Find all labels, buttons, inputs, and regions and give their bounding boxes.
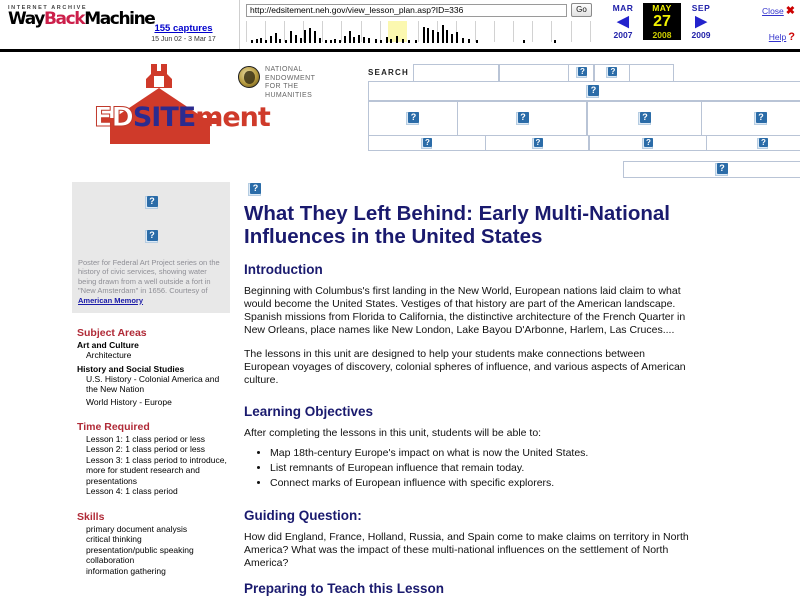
neh-line-4: HUMANITIES [265,92,315,101]
timeline-bar[interactable] [554,40,556,43]
wordmark-way: Way [8,9,44,29]
timeline-bar[interactable] [334,39,336,43]
broken-image-icon[interactable] [606,67,617,78]
nav-primary-4[interactable] [701,101,800,136]
timeline-bar[interactable] [396,36,398,43]
broken-image-icon[interactable] [638,112,651,125]
brand-ed: ED [94,102,133,133]
broken-image-icon[interactable] [586,85,599,98]
nav-row-utility [368,161,800,178]
url-input[interactable] [246,4,567,17]
timeline-bar[interactable] [290,31,292,43]
learning-objectives-heading: Learning Objectives [244,404,690,419]
timeline-bar[interactable] [275,33,277,43]
broken-image-icon[interactable] [145,230,158,243]
prev-month: MAR [604,3,642,13]
close-link[interactable]: Close [762,6,784,16]
search-label: SEARCH [368,68,414,77]
date-navigation [598,0,726,49]
timeline-bar[interactable] [339,40,341,43]
current-month: MAY [643,3,681,13]
timeline-bar[interactable] [402,39,404,43]
broken-image-icon[interactable] [642,138,653,149]
sidebar-section-time-required [72,421,232,497]
next-arrow-icon[interactable]: ▶ [682,13,720,30]
wordmark-back: Back [44,9,84,29]
timeline-bars [246,21,592,43]
list-item: Lesson 3: 1 class period to introduce, more for student research and presentations [86,455,232,487]
page-columns [0,178,800,604]
sidebar-section-skills [72,511,232,577]
captures-date-range: 15 Jun 02 - 3 Mar 17 [128,36,239,43]
captures-block [128,0,240,49]
introduction-paragraph-1: Beginning with Columbus's first landing in the New World, European nations laid claim to what would become the United States. Vestiges of that history are part of the American landscape. Spanish missions from Florida to California, the distinctive architecture of the French Quarter in New Orleans, place names like New London, Lake Bayou D'Arbonne, Harlem, Las Cruces.... [244,285,690,337]
timeline-bar[interactable] [462,38,464,43]
timeline-bar[interactable] [523,40,525,43]
broken-image-icon[interactable] [421,138,432,149]
timeline-bar[interactable] [390,39,392,43]
list-item: Lesson 2: 1 class period or less [86,444,232,455]
nav-cell-top-a[interactable] [594,64,630,82]
nav-primary-2[interactable] [457,101,587,136]
next-capture-nav[interactable] [682,3,720,40]
timeline-bar[interactable] [295,35,297,43]
neh-line-1: NATIONAL [265,66,315,75]
prev-arrow-icon[interactable]: ◀ [604,13,642,30]
introduction-paragraph-2: The lessons in this unit are designed to help your students make connections between European voyages of discovery, colonial spheres of influence, and various aspects of American culture. [244,348,690,387]
search-input-cell[interactable] [413,64,499,82]
list-item: • Connect marks of European influence with specific explorers. [270,476,690,491]
timeline-bar[interactable] [300,38,302,43]
timeline-bar[interactable] [260,38,262,43]
lesson-content [232,182,800,604]
section-heading: Subject Areas [77,327,232,339]
timeline-bar[interactable] [476,40,478,43]
list-item: Lesson 4: 1 class period [86,486,232,497]
sidebar-image-slot-2[interactable] [78,220,224,254]
sidebar-image-slot-1[interactable] [78,186,224,220]
section-heading: Skills [77,511,232,523]
brand-site: SITE [133,102,195,133]
list-item: collaboration [86,555,232,566]
neh-name [265,66,315,100]
nav-row-primary [368,101,800,136]
neh-line-3: FOR THE [265,83,315,92]
site-navigation-table [368,60,800,178]
subject-group-label: Art and Culture [77,340,232,350]
internet-archive-label: INTERNET ARCHIVE [8,5,128,11]
nav-primary-1[interactable] [368,101,458,136]
page-title: What They Left Behind: Early Multi-National Influences in the United States [244,202,690,248]
nav-banner-cell[interactable] [368,81,800,101]
timeline-bar[interactable] [256,39,258,43]
timeline-bar[interactable] [325,40,327,43]
broken-image-icon[interactable] [757,138,768,149]
nav-primary-3[interactable] [587,101,702,136]
neh-seal-icon [238,66,260,88]
nav-row-banner [368,82,800,102]
time-required-list [86,434,232,497]
archived-page [0,52,800,597]
search-button-cell[interactable] [568,64,594,82]
broken-image-icon[interactable] [532,138,543,149]
current-capture-date[interactable] [643,3,681,40]
next-year: 2009 [682,30,720,40]
content-top-image[interactable] [248,182,690,196]
current-year: 2008 [643,30,681,40]
timeline-bar[interactable] [363,37,365,43]
timeline-bar[interactable] [446,30,448,43]
help-icon[interactable]: ? [788,31,795,43]
timeline-bar[interactable] [432,30,434,43]
sidebar [72,182,232,604]
timeline-bar[interactable] [456,32,458,43]
list-item: primary document analysis [86,524,232,535]
site-masthead [0,52,800,178]
list-item: critical thinking [86,534,232,545]
next-month: SEP [682,3,720,13]
timeline-bar[interactable] [309,28,311,43]
timeline-bar[interactable] [408,40,410,43]
list-item: presentation/public speaking [86,545,232,556]
timeline-bar[interactable] [270,36,272,43]
broken-image-icon[interactable] [576,67,587,78]
guiding-question-heading: Guiding Question: [244,508,690,523]
close-icon[interactable]: ✖ [786,5,795,17]
broken-image-icon[interactable] [248,183,261,196]
subject-item: World History - Europe [86,397,232,407]
preparing-heading: Preparing to Teach this Lesson [244,581,690,596]
introduction-heading: Introduction [244,262,690,277]
broken-image-icon[interactable] [754,112,767,125]
search-input-cell-2[interactable] [499,64,569,82]
prev-year: 2007 [604,30,642,40]
subject-group-label: History and Social Studies [77,364,232,374]
edsitement-wordmark [94,104,270,131]
capture-timeline[interactable] [246,20,592,48]
go-button[interactable]: Go [571,3,592,17]
nav-secondary-3[interactable] [589,135,707,151]
timeline-bar[interactable] [304,30,306,43]
timeline-bar[interactable] [314,31,316,43]
broken-image-icon[interactable] [715,163,728,176]
nav-secondary-2[interactable] [485,135,589,151]
objectives-lead: After completing the lessons in this unit, students will be able to: [244,427,690,440]
nav-secondary-4[interactable] [706,135,800,151]
timeline-bar[interactable] [375,39,377,43]
list-item: Lesson 1: 1 class period or less [86,434,232,445]
current-day: 27 [643,13,681,30]
neh-line-2: ENDOWMENT [265,75,315,84]
help-link[interactable]: Help [769,32,786,42]
subject-item: U.S. History - Colonial America and the New Nation [86,374,232,394]
image-caption-text: Poster for Federal Art Project series on the history of civic services, showing water being drawn from a well outside a fort in "New Amsterdam" in 1656. Courtesy of [78,258,220,296]
timeline-bar[interactable] [427,28,429,43]
list-item: • List remnants of European influence that remain today. [270,461,690,476]
wordmark-machine: Machine [84,9,154,29]
broken-image-icon[interactable] [145,196,158,209]
timeline-bar[interactable] [442,25,444,43]
close-row[interactable] [726,4,795,17]
timeline-bar[interactable] [386,37,388,43]
list-item: information gathering [86,566,232,577]
timeline-bar[interactable] [319,38,321,43]
neh-branding [238,60,368,100]
nav-utility-cell[interactable] [623,161,800,178]
url-row [246,3,592,17]
guiding-question-text: How did England, France, Holland, Russia, and Spain come to make claims on territory in North America? What was the impact of these multi-national influences on the settlement of North America? [244,531,690,570]
brand-ment: ment [195,102,270,133]
timeline-bar[interactable] [423,27,425,43]
broken-image-icon[interactable] [516,112,529,125]
timeline-bar[interactable] [380,40,382,43]
timeline-bar[interactable] [330,40,332,43]
toolbar-actions [726,0,800,49]
timeline-bar[interactable] [265,40,267,43]
edsitement-logo[interactable] [88,60,238,148]
timeline-bar[interactable] [451,34,453,43]
broken-image-icon[interactable] [406,112,419,125]
subject-item: Architecture [86,350,232,361]
timeline-bar[interactable] [468,39,470,43]
section-heading: Time Required [77,421,232,433]
nav-row-secondary [368,136,800,152]
american-memory-link[interactable]: American Memory [78,296,143,305]
timeline-bar[interactable] [251,40,253,43]
wayback-url-and-timeline [240,0,598,49]
timeline-bar[interactable] [368,38,370,43]
timeline-bar[interactable] [344,36,346,43]
captures-count-link[interactable]: 155 captures [154,23,212,34]
wayback-wordmark [8,12,128,27]
skills-list [86,524,232,577]
timeline-bar[interactable] [279,39,281,43]
timeline-bar[interactable] [353,37,355,43]
timeline-bar[interactable] [285,40,287,43]
wayback-machine-toolbar [0,0,800,52]
timeline-bar[interactable] [437,32,439,43]
timeline-bar[interactable] [358,35,360,43]
help-row[interactable] [726,31,795,43]
timeline-bar[interactable] [349,31,351,43]
list-item: • Map 18th-century Europe's impact on what is now the United States. [270,446,690,461]
search-row [368,64,800,82]
timeline-bar[interactable] [415,40,417,43]
prev-capture-nav[interactable] [604,3,642,40]
sidebar-section-subject-areas [72,327,232,407]
nav-secondary-1[interactable] [368,135,486,151]
sidebar-image-box [72,182,230,314]
nav-cell-top-b[interactable] [629,64,674,82]
objectives-list [244,446,690,491]
image-caption [78,258,224,306]
wayback-logo[interactable] [0,0,128,49]
